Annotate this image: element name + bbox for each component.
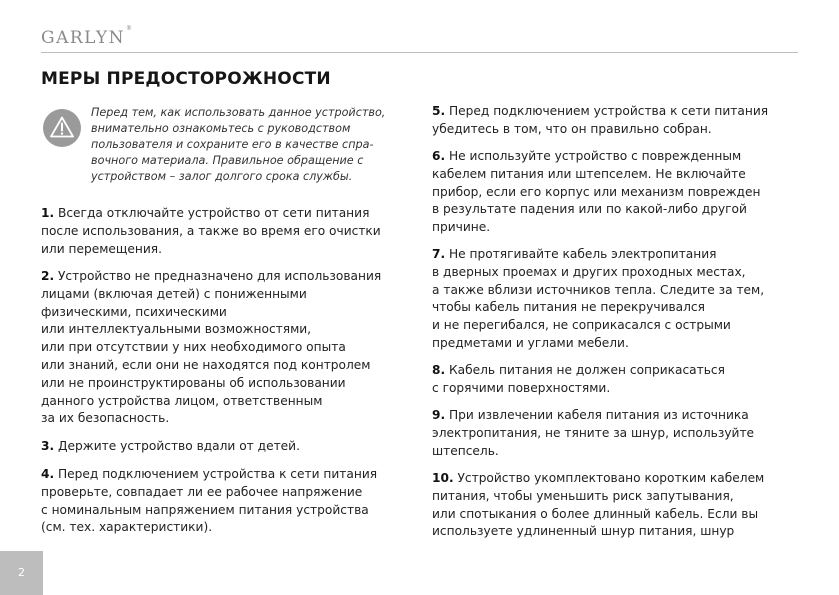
item-text: Не протягивайте кабель электропитания в дверных проемах и других проходных местах, а также вблизи источников тепла. Следите за тем, чтобы кабель питания не перекручивался и не перегибался, не соприкасался с острыми предметами и углами мебели. [432, 247, 765, 350]
item-number: 3. [41, 439, 55, 453]
precaution-item-3 [41, 438, 300, 456]
brand-name: GARLYN [41, 28, 125, 48]
item-text: Перед подключением устройства к сети питания проверьте, совпадает ли ее рабочее напряжение с номинальным напряжением питания устройства (см. тех. характеристики). [41, 467, 378, 535]
item-number: 2. [41, 269, 55, 283]
warning-triangle-icon [43, 109, 81, 147]
precaution-item-2 [41, 268, 381, 428]
page-number: 2 [18, 566, 25, 579]
item-text: Устройство укомплектовано коротким кабелем питания, чтобы уменьшить риск запутывания, или спотыкания о более длинный кабель. Если вы используете удлиненный шнур питания, шнур [432, 471, 765, 539]
precaution-item-9 [432, 407, 754, 460]
precaution-item-6 [432, 148, 760, 237]
header-rule [41, 52, 798, 53]
brand-logo [41, 25, 134, 48]
item-number: 9. [432, 408, 446, 422]
item-number: 4. [41, 467, 55, 481]
precaution-item-7 [432, 246, 764, 353]
precaution-item-8 [432, 362, 725, 398]
item-number: 7. [432, 247, 446, 261]
item-number: 10. [432, 471, 454, 485]
item-text: Кабель питания не должен соприкасаться с горячими поверхностями. [432, 363, 725, 395]
item-text: Всегда отключайте устройство от сети питания после использования, а также во время его очистки или перемещения. [41, 206, 381, 256]
item-text: Не используйте устройство с поврежденным кабелем питания или штепселем. Не включайте прибор, если его корпус или механизм поврежден в результате падения или по какой-либо другой причине. [432, 149, 761, 235]
item-text: При извлечении кабеля питания из источника электропитания, не тяните за шнур, используйте штепсель. [432, 408, 755, 458]
precaution-item-4 [41, 466, 377, 537]
item-number: 6. [432, 149, 446, 163]
precaution-item-10 [432, 470, 764, 541]
item-number: 5. [432, 104, 446, 118]
registered-mark: ® [125, 25, 134, 32]
page-title: МЕРЫ ПРЕДОСТОРОЖНОСТИ [41, 69, 331, 89]
precaution-item-5 [432, 103, 768, 139]
item-text: Устройство не предназначено для использования лицами (включая детей) с пониженными физическими, психическими или интеллектуальными возможностями, или при отсутствии у них необходимого опыта или знаний, если они не находятся под контролем или не проинструктированы об использовании данного устройства лицом, ответственным за их безопасность. [41, 269, 382, 426]
precaution-item-1 [41, 205, 381, 258]
item-text: Перед подключением устройства к сети питания убедитесь в том, что он правильно собран. [432, 104, 769, 136]
item-number: 1. [41, 206, 55, 220]
item-number: 8. [432, 363, 446, 377]
warning-text: Перед тем, как использовать данное устройство, внимательно ознакомьтесь с руководством пользователя и сохраните его в качестве спра- вочного материала. Правильное обращение с устройством – залог долгого срока службы. [91, 106, 386, 183]
page-number-tab [0, 551, 43, 595]
item-text: Держите устройство вдали от детей. [54, 439, 300, 453]
